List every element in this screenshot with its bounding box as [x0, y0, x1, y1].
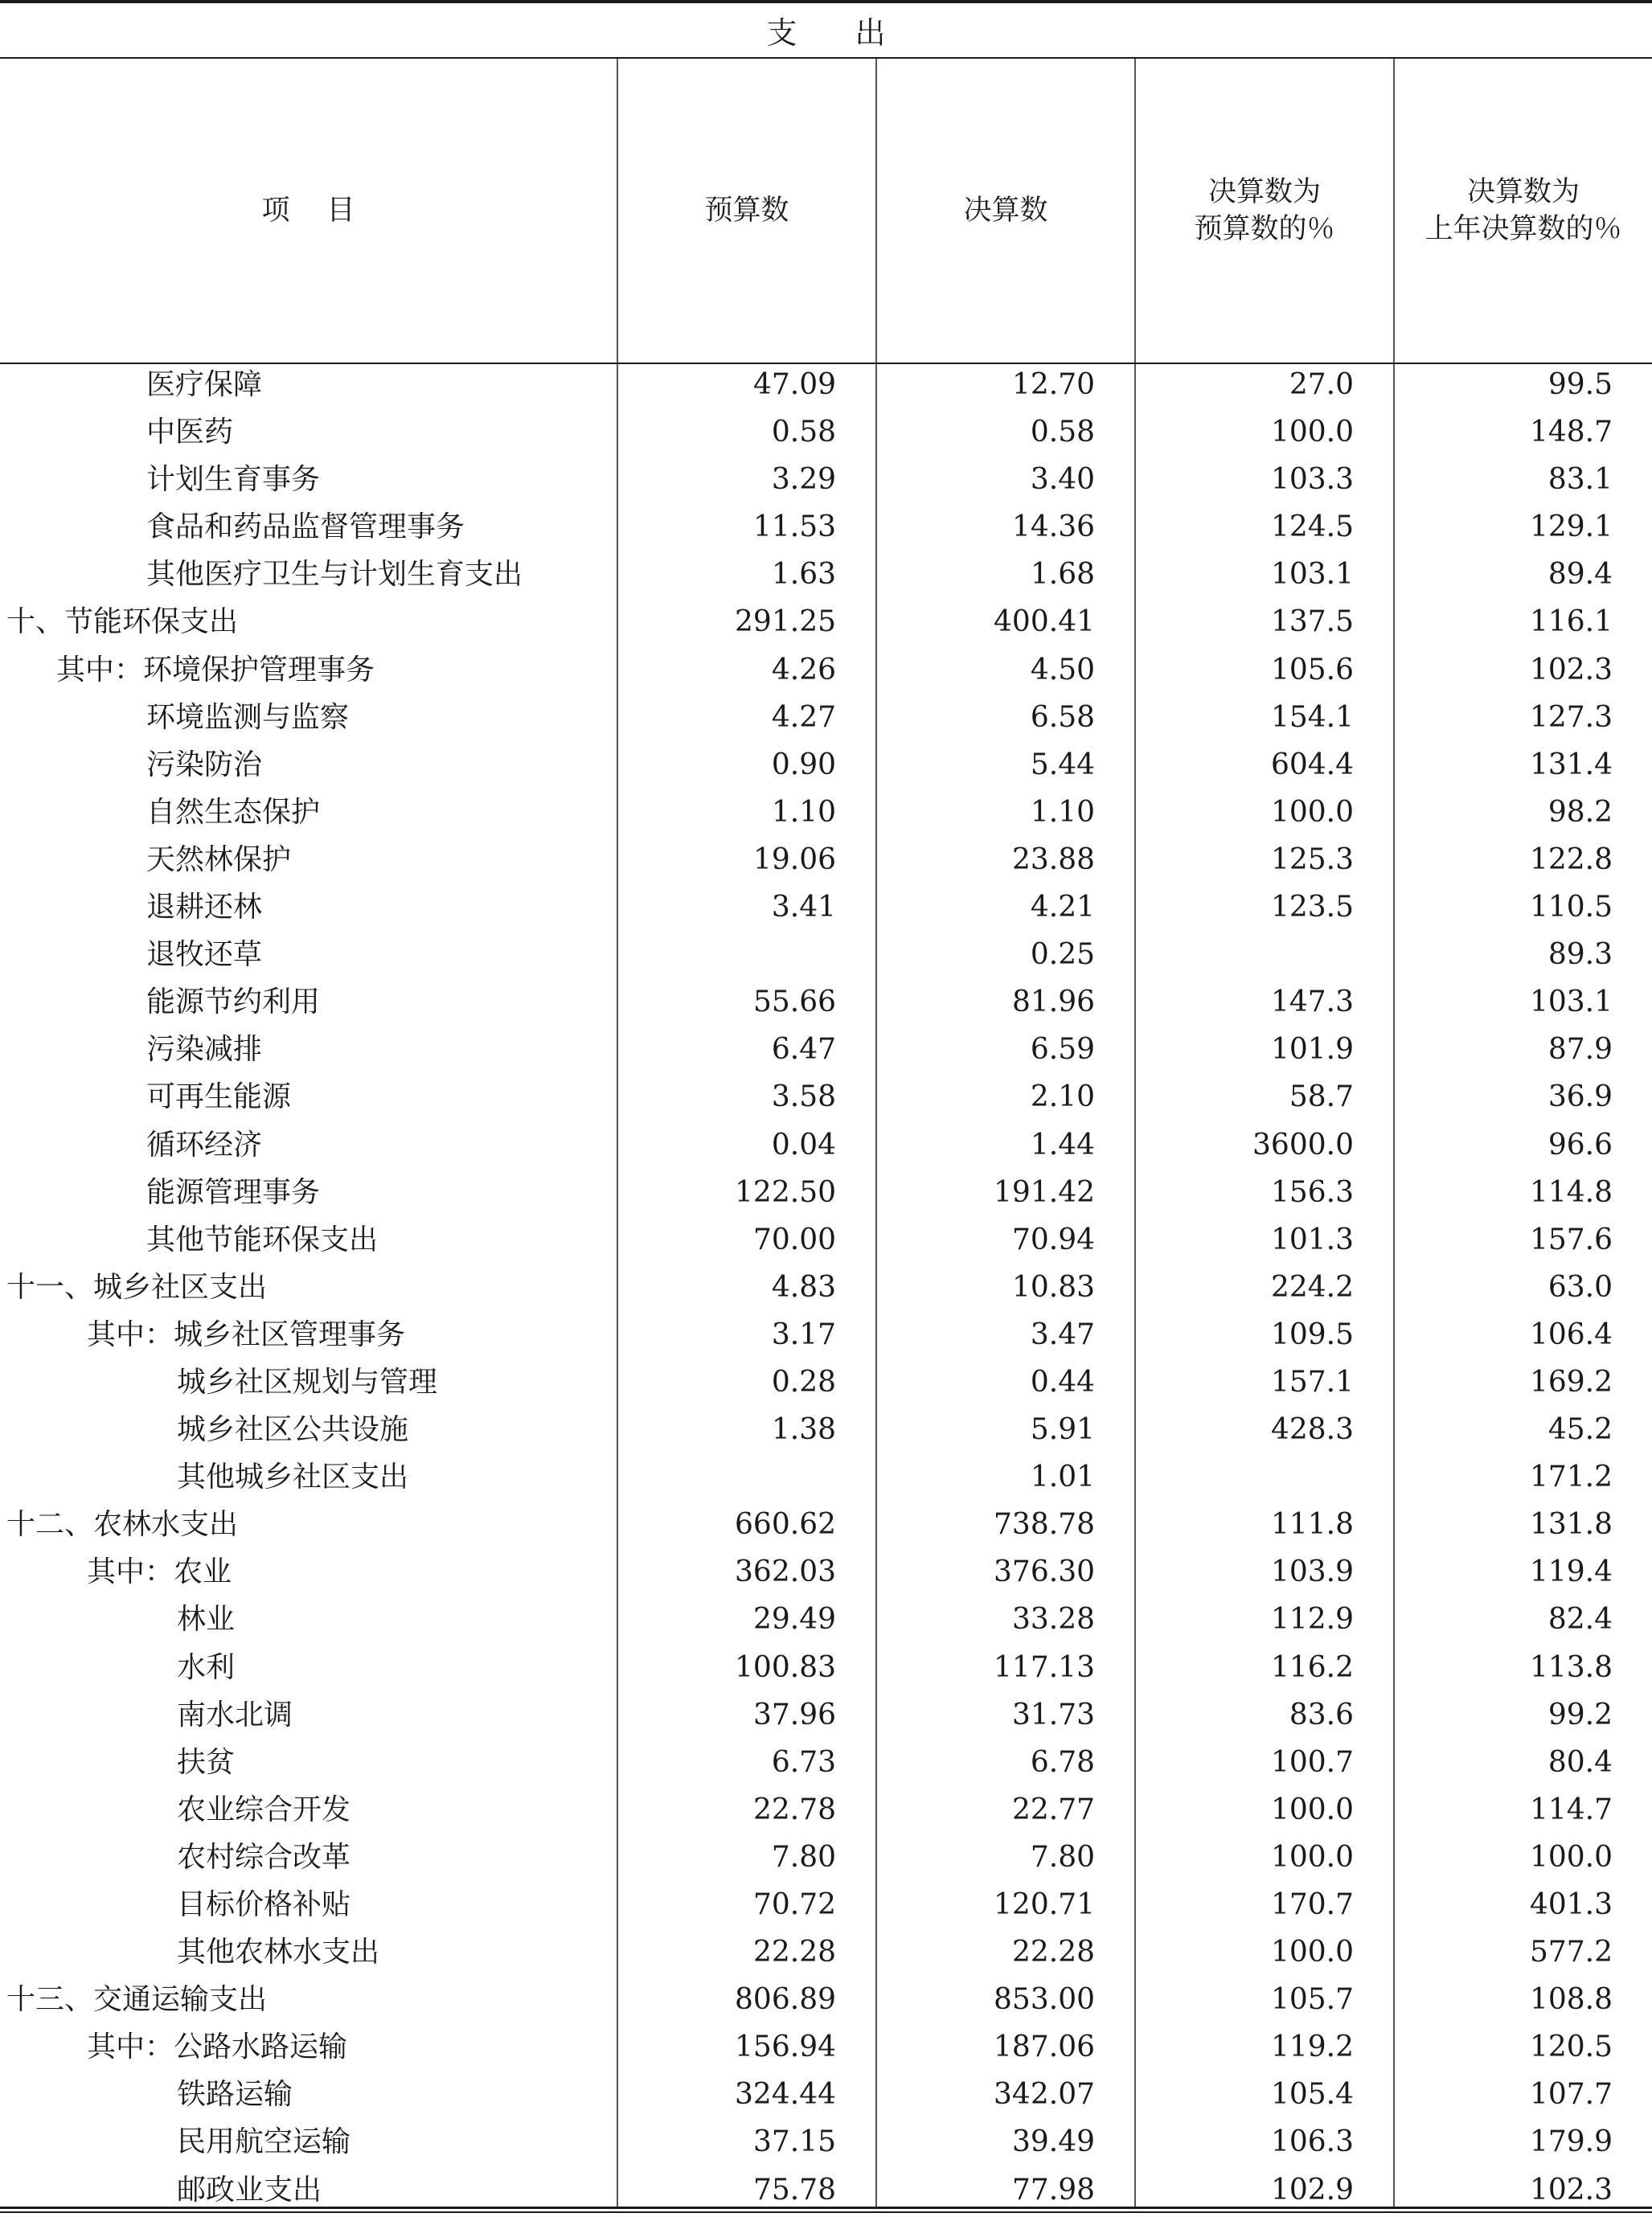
- cell-final: 12.70: [1011, 368, 1095, 401]
- row-label: 城乡社区规划与管理: [177, 1365, 438, 1399]
- cell-pct-last-year: 102.3: [1529, 653, 1613, 686]
- table-row: [0, 1172, 1652, 1219]
- row-label: 目标价格补贴: [177, 1888, 351, 1921]
- cell-final: 3.40: [1030, 463, 1095, 497]
- cell-pct-budget: 170.7: [1270, 1888, 1354, 1921]
- row-label: 环境监测与监察: [146, 700, 350, 734]
- table-row: [0, 1742, 1652, 1789]
- cell-budget: 70.00: [752, 1223, 836, 1256]
- cell-pct-budget: 100.0: [1270, 1936, 1354, 1969]
- cell-pct-budget: 100.0: [1270, 795, 1354, 829]
- table-row: [0, 412, 1652, 459]
- cell-pct-last-year: 119.4: [1529, 1555, 1613, 1589]
- cell-pct-budget: 102.9: [1270, 2173, 1354, 2207]
- table-row: [0, 1076, 1652, 1124]
- cell-budget: 122.50: [735, 1175, 836, 1209]
- row-label: 十三、交通运输支出: [6, 1983, 268, 2017]
- cell-budget: 324.44: [735, 2078, 836, 2112]
- table-row: [0, 2074, 1652, 2121]
- row-label: 十、节能环保支出: [6, 605, 239, 639]
- table-row: [0, 1647, 1652, 1695]
- row-label: 十二、农林水支出: [6, 1508, 239, 1542]
- row-label: 农业综合开发: [177, 1793, 351, 1826]
- cell-pct-last-year: 179.9: [1529, 2125, 1613, 2159]
- cell-pct-budget: 147.3: [1270, 986, 1354, 1019]
- cell-budget: 37.96: [752, 1698, 836, 1731]
- cell-final: 6.78: [1030, 1745, 1095, 1779]
- cell-pct-budget: 428.3: [1270, 1413, 1354, 1447]
- table-row: [0, 1695, 1652, 1742]
- cell-budget: 7.80: [771, 1840, 836, 1874]
- table-row: [0, 792, 1652, 839]
- cell-pct-budget: 100.0: [1270, 416, 1354, 449]
- cell-pct-last-year: 106.4: [1529, 1317, 1613, 1351]
- row-label: 污染减排: [146, 1033, 263, 1067]
- cell-pct-budget: 58.7: [1289, 1080, 1354, 1114]
- cell-pct-budget: [1135, 934, 1354, 981]
- table-row: [0, 459, 1652, 506]
- table-row: [0, 1979, 1652, 2026]
- cell-budget: 660.62: [735, 1508, 836, 1542]
- cell-budget: 11.53: [752, 510, 836, 544]
- cell-pct-budget: 100.0: [1270, 1840, 1354, 1874]
- table-row: [0, 506, 1652, 554]
- table-row: [0, 554, 1652, 601]
- cell-pct-budget: 27.0: [1289, 368, 1354, 401]
- table-row: [0, 1029, 1652, 1076]
- cell-final: 5.44: [1030, 748, 1095, 781]
- cell-final: 117.13: [994, 1650, 1095, 1684]
- cell-budget: 100.83: [735, 1650, 836, 1684]
- table-row: [0, 2170, 1652, 2217]
- table-row: [0, 1457, 1652, 1504]
- table-body: [0, 364, 1652, 2217]
- row-label: 计划生育事务: [146, 463, 321, 497]
- cell-final: 191.42: [994, 1175, 1095, 1209]
- cell-budget: 37.15: [752, 2125, 836, 2159]
- row-label: 污染防治: [146, 748, 263, 781]
- cell-budget: 362.03: [735, 1555, 836, 1589]
- cell-pct-last-year: 577.2: [1529, 1936, 1613, 1969]
- cell-final: 39.49: [1011, 2125, 1095, 2159]
- cell-final: 23.88: [1011, 842, 1095, 876]
- table-row: [0, 1837, 1652, 1884]
- cell-final: 1.01: [1030, 1461, 1095, 1494]
- cell-final: 5.91: [1030, 1413, 1095, 1447]
- cell-pct-last-year: 63.0: [1547, 1270, 1613, 1304]
- cell-budget: 1.38: [771, 1413, 836, 1447]
- cell-pct-last-year: 148.7: [1529, 416, 1613, 449]
- table-row: [0, 1362, 1652, 1409]
- cell-final: 1.68: [1030, 558, 1095, 592]
- cell-final: 6.58: [1030, 700, 1095, 734]
- table-row: [0, 697, 1652, 744]
- cell-pct-last-year: 129.1: [1529, 510, 1613, 544]
- table-row: [0, 744, 1652, 792]
- cell-pct-last-year: 113.8: [1529, 1650, 1613, 1684]
- row-label: 民用航空运输: [177, 2125, 351, 2159]
- row-label: 循环经济: [146, 1128, 263, 1162]
- cell-final: 77.98: [1011, 2173, 1095, 2207]
- cell-pct-budget: 124.5: [1270, 510, 1354, 544]
- cell-pct-last-year: 98.2: [1547, 795, 1613, 829]
- cell-pct-last-year: 401.3: [1529, 1888, 1613, 1921]
- header-item: 项目: [261, 195, 392, 227]
- cell-pct-budget: 111.8: [1270, 1508, 1354, 1542]
- cell-pct-last-year: 82.4: [1547, 1603, 1613, 1637]
- cell-pct-budget: [1135, 1457, 1354, 1504]
- cell-pct-budget: 106.3: [1270, 2125, 1354, 2159]
- table-row: [0, 364, 1652, 412]
- cell-final: 738.78: [994, 1508, 1095, 1542]
- cell-pct-last-year: 171.2: [1529, 1461, 1613, 1494]
- row-label: 其中：环境保护管理事务: [56, 653, 375, 686]
- cell-pct-budget: 105.4: [1270, 2078, 1354, 2112]
- cell-budget: 0.90: [771, 748, 836, 781]
- cell-pct-last-year: 96.6: [1547, 1128, 1613, 1162]
- row-label: 中医药: [146, 416, 234, 449]
- table-row: [0, 1314, 1652, 1362]
- header-final: 决算数: [963, 195, 1048, 227]
- cell-budget: 4.83: [771, 1270, 836, 1304]
- cell-pct-budget: 109.5: [1270, 1317, 1354, 1351]
- cell-pct-budget: 105.6: [1270, 653, 1354, 686]
- cell-budget: 0.28: [771, 1365, 836, 1399]
- cell-pct-budget: 116.2: [1270, 1650, 1354, 1684]
- row-label: 扶贫: [177, 1745, 236, 1779]
- row-label: 退牧还草: [146, 938, 263, 972]
- row-label: 其他节能环保支出: [146, 1223, 379, 1256]
- cell-final: 22.77: [1011, 1793, 1095, 1826]
- cell-pct-last-year: 131.8: [1529, 1508, 1613, 1542]
- cell-budget: 75.78: [752, 2173, 836, 2207]
- cell-budget: 22.28: [752, 1936, 836, 1969]
- row-label: 其中：农业: [87, 1555, 232, 1589]
- table-title: 支 出: [766, 15, 910, 51]
- cell-final: 2.10: [1030, 1080, 1095, 1114]
- cell-budget: 291.25: [735, 605, 836, 639]
- row-label: 食品和药品监督管理事务: [146, 510, 465, 544]
- cell-pct-budget: 83.6: [1289, 1698, 1354, 1731]
- cell-pct-budget: 604.4: [1270, 748, 1354, 781]
- table-row: [0, 1789, 1652, 1837]
- row-label: 其他城乡社区支出: [177, 1461, 409, 1494]
- cell-final: 33.28: [1011, 1603, 1095, 1637]
- cell-budget: 1.63: [771, 558, 836, 592]
- cell-final: 7.80: [1030, 1840, 1095, 1874]
- cell-pct-budget: 224.2: [1270, 1270, 1354, 1304]
- table-row: [0, 601, 1652, 649]
- cell-pct-budget: 156.3: [1270, 1175, 1354, 1209]
- cell-budget: 6.73: [771, 1745, 836, 1779]
- table-row: [0, 839, 1652, 887]
- cell-budget: 806.89: [735, 1983, 836, 2017]
- cell-budget: 4.26: [771, 653, 836, 686]
- cell-final: 120.71: [994, 1888, 1095, 1921]
- cell-budget: 22.78: [752, 1793, 836, 1826]
- cell-final: 31.73: [1011, 1698, 1095, 1731]
- cell-budget: 3.58: [771, 1080, 836, 1114]
- cell-pct-last-year: 83.1: [1547, 463, 1613, 497]
- cell-pct-budget: 101.9: [1270, 1033, 1354, 1067]
- cell-final: 0.44: [1030, 1365, 1095, 1399]
- cell-pct-last-year: 87.9: [1547, 1033, 1613, 1067]
- row-label: 十一、城乡社区支出: [6, 1270, 268, 1304]
- cell-budget: 156.94: [735, 2031, 836, 2064]
- table-row: [0, 1125, 1652, 1172]
- bottom-rule: [0, 2211, 1652, 2213]
- cell-budget: 29.49: [752, 1603, 836, 1637]
- cell-final: 400.41: [994, 605, 1095, 639]
- row-label: 退耕还林: [146, 891, 263, 924]
- table-row: [0, 1504, 1652, 1551]
- cell-pct-last-year: 99.5: [1547, 368, 1613, 401]
- cell-budget: 4.27: [771, 700, 836, 734]
- cell-final: 1.44: [1030, 1128, 1095, 1162]
- cell-pct-last-year: 114.8: [1529, 1175, 1613, 1209]
- cell-pct-budget: 3600.0: [1252, 1128, 1354, 1162]
- header-pct-last-year: 决算数为 上年决算数的％: [1424, 176, 1622, 245]
- cell-pct-last-year: 122.8: [1529, 842, 1613, 876]
- row-label: 农村综合改革: [177, 1840, 351, 1874]
- cell-pct-last-year: 120.5: [1529, 2031, 1613, 2064]
- cell-final: 81.96: [1011, 986, 1095, 1019]
- cell-pct-last-year: 89.3: [1547, 938, 1613, 972]
- cell-pct-budget: 101.3: [1270, 1223, 1354, 1256]
- cell-final: 187.06: [994, 2031, 1095, 2064]
- cell-final: 342.07: [994, 2078, 1095, 2112]
- cell-pct-last-year: 110.5: [1529, 891, 1613, 924]
- table-row: [0, 981, 1652, 1029]
- row-label: 水利: [177, 1650, 236, 1684]
- row-label: 能源节约利用: [146, 986, 321, 1019]
- cell-budget: 47.09: [752, 368, 836, 401]
- cell-budget: 19.06: [752, 842, 836, 876]
- cell-pct-last-year: 108.8: [1529, 1983, 1613, 2017]
- cell-final: 0.58: [1030, 416, 1095, 449]
- row-label: 其中：公路水路运输: [87, 2031, 348, 2064]
- cell-budget: 3.41: [771, 891, 836, 924]
- cell-final: 3.47: [1030, 1317, 1095, 1351]
- cell-pct-budget: 105.7: [1270, 1983, 1354, 2017]
- cell-final: 4.21: [1030, 891, 1095, 924]
- cell-final: 22.28: [1011, 1936, 1095, 1969]
- cell-budget: 70.72: [752, 1888, 836, 1921]
- cell-pct-last-year: 103.1: [1529, 986, 1613, 1019]
- row-label: 南水北调: [177, 1698, 293, 1731]
- table-row: [0, 2121, 1652, 2169]
- cell-final: 1.10: [1030, 795, 1095, 829]
- cell-pct-last-year: 36.9: [1547, 1080, 1613, 1114]
- table-row: [0, 2026, 1652, 2074]
- cell-pct-budget: 119.2: [1270, 2031, 1354, 2064]
- cell-pct-last-year: 45.2: [1547, 1413, 1613, 1447]
- cell-pct-budget: 112.9: [1270, 1603, 1354, 1637]
- cell-final: 853.00: [994, 1983, 1095, 2017]
- cell-pct-budget: 137.5: [1270, 605, 1354, 639]
- row-label: 其他农林水支出: [177, 1936, 380, 1969]
- table-row: [0, 1409, 1652, 1457]
- cell-budget: 3.29: [771, 463, 836, 497]
- cell-final: 10.83: [1011, 1270, 1095, 1304]
- row-label: 其他医疗卫生与计划生育支出: [146, 558, 523, 592]
- cell-budget: 3.17: [771, 1317, 836, 1351]
- cell-final: 376.30: [994, 1555, 1095, 1589]
- row-label: 能源管理事务: [146, 1175, 321, 1209]
- header-budget: 预算数: [704, 195, 789, 227]
- cell-pct-last-year: 80.4: [1547, 1745, 1613, 1779]
- cell-pct-budget: 103.3: [1270, 463, 1354, 497]
- table-row: [0, 887, 1652, 934]
- cell-budget: 0.58: [771, 416, 836, 449]
- cell-pct-last-year: 100.0: [1529, 1840, 1613, 1874]
- row-label: 天然林保护: [146, 842, 292, 876]
- row-label: 铁路运输: [177, 2078, 293, 2112]
- cell-pct-budget: 125.3: [1270, 842, 1354, 876]
- cell-pct-budget: 123.5: [1270, 891, 1354, 924]
- cell-final: 0.25: [1030, 938, 1095, 972]
- cell-final: 6.59: [1030, 1033, 1095, 1067]
- cell-pct-last-year: 169.2: [1529, 1365, 1613, 1399]
- table-row: [0, 1599, 1652, 1646]
- cell-pct-last-year: 107.7: [1529, 2078, 1613, 2112]
- row-label: 城乡社区公共设施: [177, 1413, 409, 1447]
- cell-budget: [617, 1457, 836, 1504]
- cell-pct-last-year: 157.6: [1529, 1223, 1613, 1256]
- cell-budget: 0.04: [771, 1128, 836, 1162]
- cell-pct-budget: 103.9: [1270, 1555, 1354, 1589]
- cell-pct-last-year: 102.3: [1529, 2173, 1613, 2207]
- cell-budget: 6.47: [771, 1033, 836, 1067]
- table-row: [0, 1884, 1652, 1932]
- cell-pct-last-year: 114.7: [1529, 1793, 1613, 1826]
- cell-pct-budget: 154.1: [1270, 700, 1354, 734]
- header-pct-budget: 决算数为 预算数的％: [1194, 176, 1335, 245]
- cell-final: 70.94: [1011, 1223, 1095, 1256]
- cell-budget: 1.10: [771, 795, 836, 829]
- cell-pct-budget: 157.1: [1270, 1365, 1354, 1399]
- table-row: [0, 1551, 1652, 1599]
- cell-final: 4.50: [1030, 653, 1095, 686]
- cell-pct-last-year: 131.4: [1529, 748, 1613, 781]
- cell-pct-budget: 103.1: [1270, 558, 1354, 592]
- table-row: [0, 1267, 1652, 1314]
- table-row: [0, 1932, 1652, 1979]
- row-label: 自然生态保护: [146, 795, 321, 829]
- cell-budget: [617, 934, 836, 981]
- cell-pct-budget: 100.0: [1270, 1793, 1354, 1826]
- row-label: 其中：城乡社区管理事务: [87, 1317, 406, 1351]
- row-label: 医疗保障: [146, 368, 263, 401]
- table-row: [0, 1219, 1652, 1267]
- table-row: [0, 650, 1652, 697]
- row-label: 可再生能源: [146, 1080, 292, 1114]
- row-label: 林业: [177, 1603, 236, 1637]
- cell-final: 14.36: [1011, 510, 1095, 544]
- bottom-rule: [0, 2207, 1652, 2209]
- cell-pct-last-year: 127.3: [1529, 700, 1613, 734]
- cell-pct-last-year: 89.4: [1547, 558, 1613, 592]
- cell-pct-budget: 100.7: [1270, 1745, 1354, 1779]
- cell-budget: 55.66: [752, 986, 836, 1019]
- cell-pct-last-year: 99.2: [1547, 1698, 1613, 1731]
- row-label: 邮政业支出: [177, 2173, 322, 2207]
- cell-pct-last-year: 116.1: [1529, 605, 1613, 639]
- table-row: [0, 934, 1652, 981]
